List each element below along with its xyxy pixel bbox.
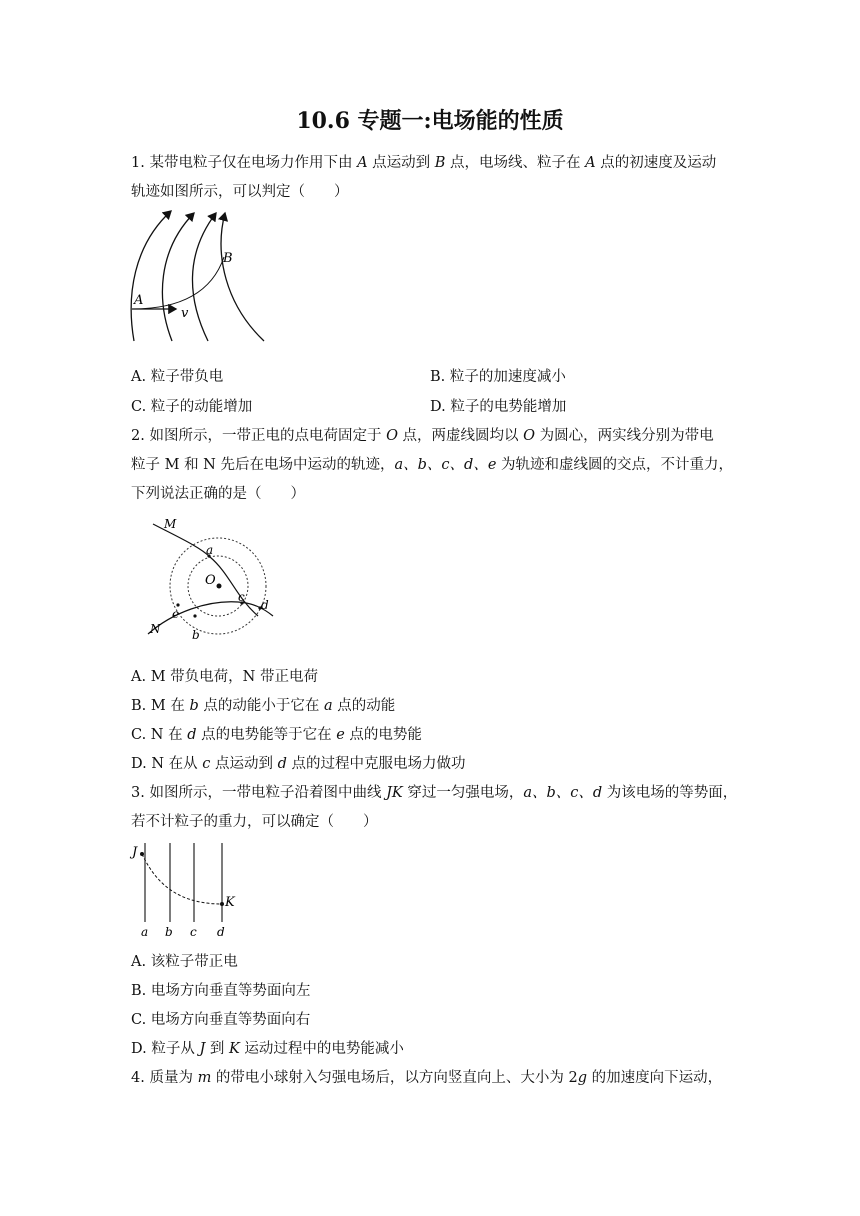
label-e: e	[172, 607, 180, 621]
q2-stem-line3: 下列说法正确的是（ ）	[131, 486, 305, 502]
q2-option-a[interactable]: A. M 带负电荷，N 带正电荷	[131, 669, 318, 685]
label-b: b	[192, 628, 200, 642]
label-c: c	[190, 925, 197, 939]
q2-option-b[interactable]: B. M 在 b 点的动能小于它在 a 点的动能	[131, 698, 396, 714]
field-line	[221, 213, 264, 341]
q3-figure	[128, 838, 243, 942]
label-B: B	[223, 251, 233, 266]
trajectory-N	[148, 602, 273, 634]
trajectory-JK	[142, 854, 222, 904]
q1-figure	[126, 205, 271, 345]
page-title: 10.6 专题一:电场能的性质	[296, 108, 564, 134]
field-line	[192, 213, 216, 341]
q3-option-a[interactable]: A. 该粒子带正电	[131, 954, 238, 970]
q1-stem-line1: 1. 某带电粒子仅在电场力作用下由 A 点运动到 B 点，电场线、粒子在 A 点的初速度及运动	[131, 155, 717, 171]
q1-stem-line2: 轨迹如图所示，可以判定（ ）	[131, 184, 349, 200]
q1-option-c[interactable]: C. 粒子的动能增加	[131, 399, 253, 415]
label-J: J	[132, 845, 138, 860]
q2-option-d[interactable]: D. N 在从 c 点运动到 d 点的过程中克服电场力做功	[131, 756, 466, 772]
label-d: d	[217, 925, 225, 939]
label-b: b	[165, 925, 173, 939]
label-a: a	[141, 925, 149, 939]
q3-option-c[interactable]: C. 电场方向垂直等势面向右	[131, 1012, 311, 1028]
field-line	[131, 211, 171, 341]
q1-option-b[interactable]: B. 粒子的加速度减小	[430, 369, 566, 385]
label-M: M	[164, 517, 177, 531]
q2-option-c[interactable]: C. N 在 d 点的电势能等于它在 e 点的电势能	[131, 727, 422, 743]
label-c: c	[238, 590, 245, 604]
q3-stem-line2: 若不计粒子的重力，可以确定（ ）	[131, 814, 378, 830]
q2-stem-line2: 粒子 M 和 N 先后在电场中运动的轨迹，a、b、c、d、e 为轨迹和虚线圆的交点，不计重力，	[131, 457, 734, 473]
label-A: A	[134, 293, 144, 308]
label-a: a	[206, 543, 214, 557]
point-charge-O	[217, 584, 222, 589]
label-v: v	[181, 306, 189, 321]
q2-stem-line1: 2. 如图所示，一带正电的点电荷固定于 O 点，两虚线圆均以 O 为圆心，两实线分别为带电	[131, 428, 714, 444]
q3-stem-line1: 3. 如图所示，一带电粒子沿着图中曲线 JK 穿过一匀强电场，a、b、c、d 为该电场的等势面，	[131, 785, 738, 801]
label-d: d	[261, 598, 269, 612]
q3-option-d[interactable]: D. 粒子从 J 到 K 运动过程中的电势能减小	[131, 1041, 404, 1057]
field-line	[162, 213, 194, 341]
q3-option-b[interactable]: B. 电场方向垂直等势面向左	[131, 983, 311, 999]
trajectory	[132, 257, 224, 309]
q4-stem-line1: 4. 质量为 m 的带电小球射入匀强电场后，以方向竖直向上、大小为 2g 的加速度向下运动，	[131, 1070, 723, 1086]
label-K: K	[225, 895, 235, 910]
label-N: N	[150, 622, 161, 636]
label-O: O	[205, 573, 216, 588]
q1-option-d[interactable]: D. 粒子的电势能增加	[430, 399, 567, 415]
q2-figure	[138, 512, 288, 647]
q1-option-a[interactable]: A. 粒子带负电	[131, 369, 224, 385]
